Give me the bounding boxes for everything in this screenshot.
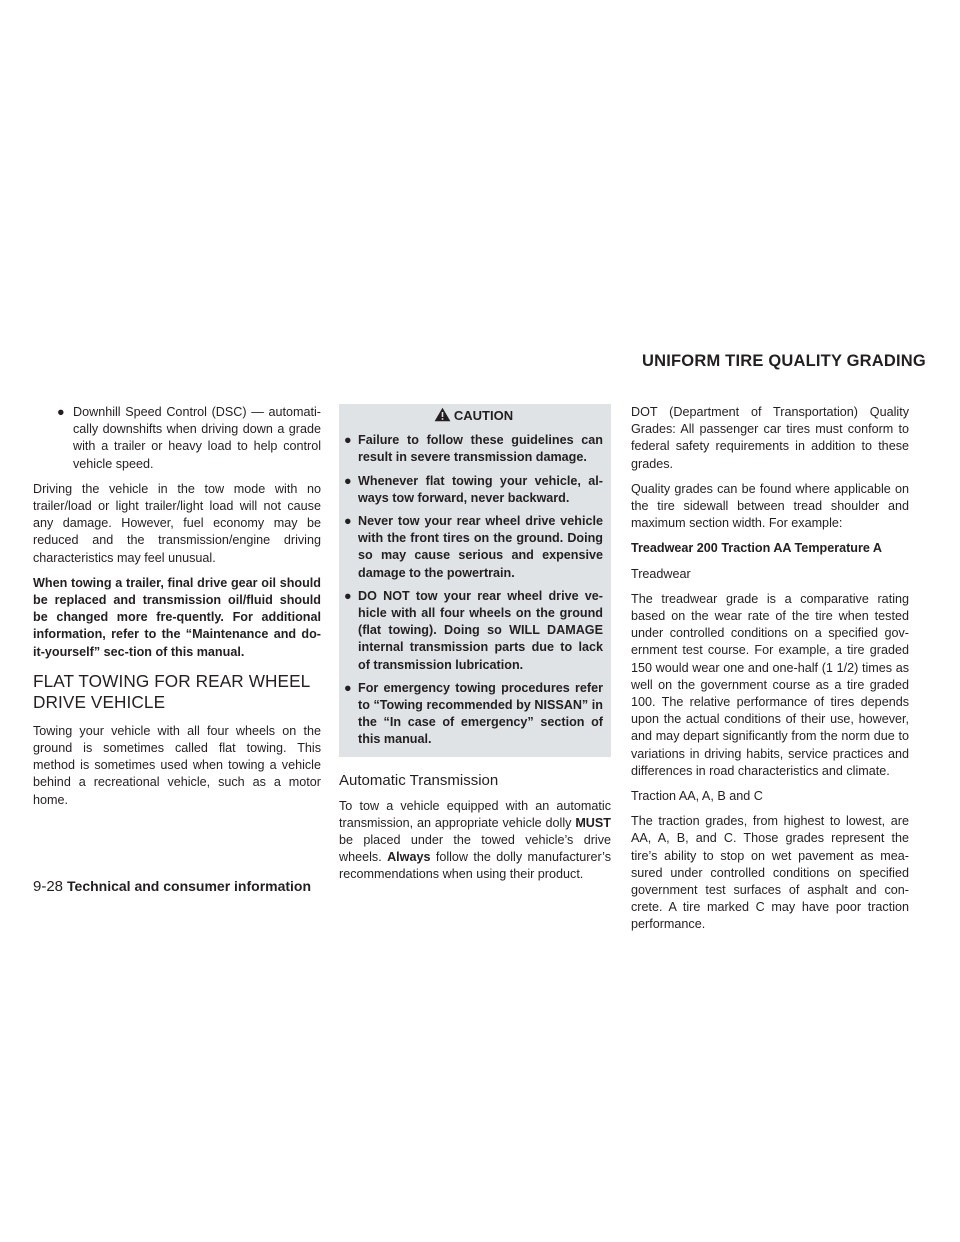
paragraph-found: Quality grades can be found where applicable on the tire sidewall between tread shoulder and maximum section width. For example: bbox=[631, 481, 909, 531]
auto-text-1: To tow a vehicle equipped with an automatic transmission, an appropriate vehicle dolly bbox=[339, 798, 611, 830]
column-2 bbox=[339, 404, 611, 892]
page-number: 9-28 bbox=[33, 878, 64, 895]
paragraph-dot: DOT (Department of Transportation) Quality Grades: All passenger car tires must conform to federal safety requirements in addition to these grades. bbox=[631, 405, 909, 471]
auto-text-must: MUST bbox=[575, 815, 611, 830]
heading-automatic-transmission: Automatic Transmission bbox=[339, 771, 499, 789]
bullet-icon: ● bbox=[344, 433, 352, 448]
caution-item-text: Whenever flat towing your vehicle, al-ways tow forward, never backward. bbox=[358, 473, 603, 505]
paragraph-treadwear: The treadwear grade is a comparative rating based on the wear rate of the tire when tested under controlled conditions on a specified gov-ernment test course. For example, a tire graded 150 would wear one and one-half (1 1/2) times as well on the government course as a tire graded 100. The relative performance of tires depends upon the actual conditions of their use, however, and may depart significantly from the norm due to variations in driving habits, service practices and differences in road characteristics and climate. bbox=[631, 591, 909, 778]
label-traction: Traction AA, A, B and C bbox=[631, 789, 763, 804]
bullet-icon: ● bbox=[344, 514, 352, 529]
caution-item-text: DO NOT tow your rear wheel drive ve-hicle with all four wheels on the ground (flat towing). Doing so WILL DAMAGE internal transmission parts due to lack of transmission lubrication. bbox=[358, 588, 603, 672]
auto-text-always: Always bbox=[387, 850, 431, 865]
auto-text-3: follow the dolly manufacturer’s recommendations when using their product. bbox=[339, 850, 612, 882]
example-grade: Treadwear 200 Traction AA Temperature A bbox=[631, 541, 883, 556]
footer-title: Technical and consumer information bbox=[67, 878, 312, 894]
list-item bbox=[33, 404, 321, 473]
caution-item-text: For emergency towing procedures refer to “Towing recommended by NISSAN” in the “In case of emergency” section of this manual. bbox=[358, 680, 603, 747]
bullet-icon: ● bbox=[344, 473, 352, 488]
bullet-icon: ● bbox=[344, 588, 352, 603]
column-3 bbox=[631, 404, 909, 942]
label-treadwear: Treadwear bbox=[631, 566, 691, 581]
bullet-text-dsc: Downhill Speed Control (DSC) — automati-cally downshifts when driving down a grade with a trailer or heavy load to help control vehicle speed. bbox=[73, 405, 321, 471]
list-item bbox=[344, 588, 603, 674]
caution-box bbox=[339, 404, 611, 757]
list-item bbox=[344, 513, 603, 582]
column-1 bbox=[33, 404, 321, 817]
list-item bbox=[344, 473, 603, 507]
heading-flat-towing: FLAT TOWING FOR REAR WHEEL DRIVE VEHICLE bbox=[33, 670, 310, 712]
caution-item-text: Never tow your rear wheel drive vehicle with the front tires on the ground. Doing so may cause serious and expensive damage to the powertrain. bbox=[358, 514, 603, 580]
caution-item-text: Failure to follow these guidelines can result in severe transmission damage. bbox=[358, 433, 603, 465]
caution-title: CAUTION bbox=[453, 408, 514, 423]
warning-icon bbox=[434, 407, 451, 422]
paragraph-gear-oil: When towing a trailer, final drive gear oil should be replaced and transmission oil/fluid should be changed more fre-quently. For additional information, refer to the “Maintenance and do-it-yourself” sec-tion of this manual. bbox=[33, 575, 321, 659]
paragraph-traction: The traction grades, from highest to lowest, are AA, A, B, and C. Those grades represent the tire’s ability to stop on wet pavement as mea-sured under controlled conditions on specified government test surfaces of asphalt and con-crete. A tire marked C may have poor traction performance. bbox=[631, 814, 909, 932]
section-title: UNIFORM TIRE QUALITY GRADING bbox=[642, 352, 926, 370]
paragraph-automatic-transmission bbox=[339, 798, 611, 884]
caution-header bbox=[344, 407, 603, 424]
bullet-icon: ● bbox=[344, 680, 352, 695]
list-item bbox=[344, 432, 603, 466]
auto-text-2: be placed under the towed vehicle’s drive wheels. bbox=[339, 833, 611, 865]
list-item bbox=[344, 680, 603, 749]
paragraph-tow-mode: Driving the vehicle in the tow mode with no trailer/load or light trailer/light load will not cause any damage. However, fuel economy may be reduced and the transmission/engine driving characteristics may feel unusual. bbox=[33, 481, 321, 565]
bullet-icon: ● bbox=[57, 405, 65, 419]
page-footer bbox=[33, 878, 311, 895]
paragraph-flat-towing: Towing your vehicle with all four wheels on the ground is sometimes called flat towing. This method is sometimes used when towing a vehicle behind a recreational vehicle, such as a motor home. bbox=[33, 723, 321, 807]
